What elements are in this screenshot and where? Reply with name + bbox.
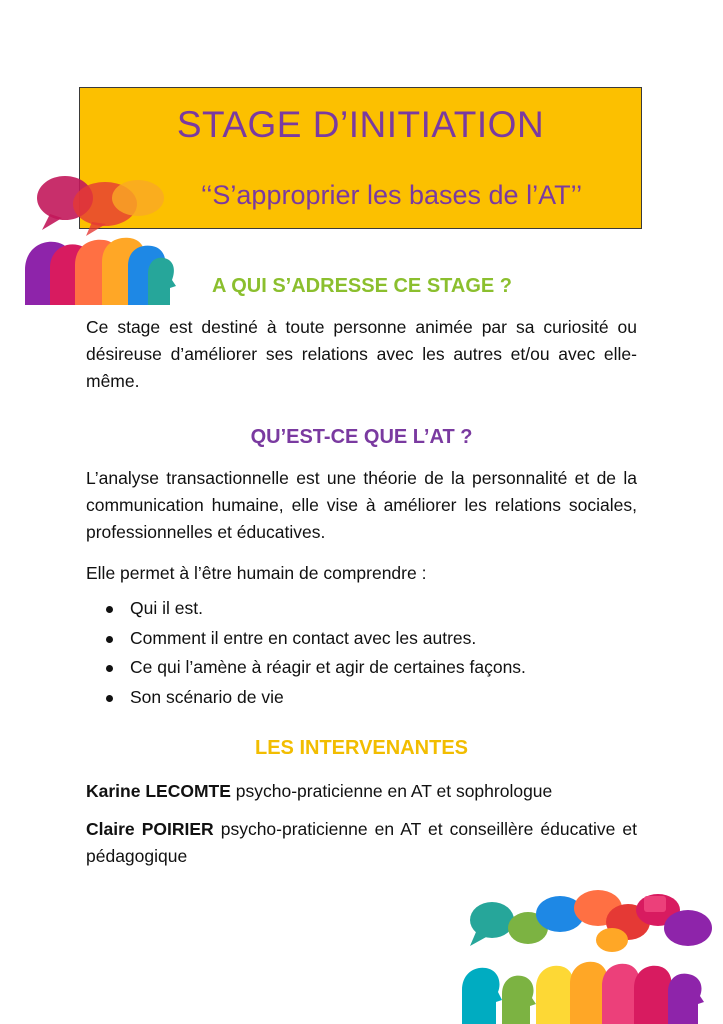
at-paragraph: L’analyse transactionnelle est une théorie de la personnalité et de la communication humaine, elle vise à améliorer les relations sociales, professionnelles et éducatives. — [86, 468, 637, 542]
list-item: Son scénario de vie — [86, 683, 637, 713]
at-heading: QU’EST-CE QUE L’AT ? — [250, 426, 473, 448]
heads-speech-bubbles-illustration-bottom — [462, 888, 720, 1024]
page-title: STAGE D’INITIATION — [176, 104, 545, 145]
speaker-name: Karine LECOMTE — [86, 781, 231, 801]
speaker-role: psycho-praticienne en AT et sophrologue — [235, 781, 553, 801]
speakers-heading: LES INTERVENANTES — [255, 737, 468, 759]
audience-heading: A QUI S’ADRESSE CE STAGE ? — [211, 275, 513, 297]
audience-paragraph: Ce stage est destiné à toute personne animée par sa curiosité ou désireuse d’améliorer ses relations avec les autres et/ou avec elle-même. — [86, 317, 637, 391]
speaker-name: Claire POIRIER — [86, 819, 214, 839]
list-item: Comment il entre en contact avec les autres. — [86, 624, 637, 654]
at-bullet-list — [86, 594, 637, 712]
page-subtitle: ‘‘S’approprier les bases de l’AT’’ — [200, 180, 583, 210]
list-item: Ce qui l’amène à réagir et agir de certaines façons. — [86, 653, 637, 683]
speaker-role: psycho-praticienne en AT et conseillère éducative et pédagogique — [86, 819, 637, 866]
heads-speech-bubbles-illustration — [20, 170, 185, 310]
speaker-claire — [86, 816, 637, 870]
speaker-karine — [86, 778, 637, 805]
list-item: Qui il est. — [86, 594, 637, 624]
at-intro: Elle permet à l’être humain de comprendre : — [86, 563, 427, 583]
